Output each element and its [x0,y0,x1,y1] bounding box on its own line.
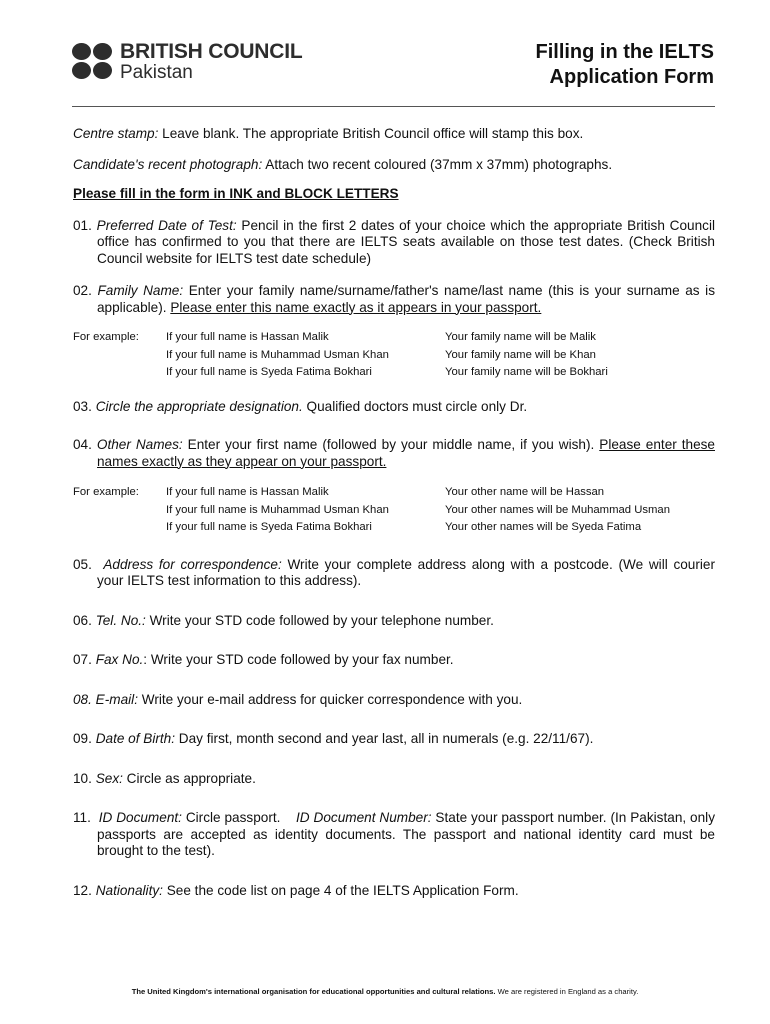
item-label: Date of Birth: [95,731,176,746]
item-label: Address for correspondence: [103,556,282,572]
logo-name: BRITISH COUNCIL [120,39,303,63]
example-result: Your other names will be Syeda Fatima [445,521,642,533]
example-name: If your full name is Hassan Malik [166,486,329,498]
item-label: 08. E-mail: [73,691,138,707]
item-label-2: ID Document Number: [296,810,432,825]
centre-stamp-text: Leave blank. The appropriate British Council office will stamp this box. [158,126,584,141]
item-text: Enter your family name/surname/father's name/last name (this is your surname as is applicable). [97,283,715,315]
item-text: Circle passport. [181,810,281,825]
item-number: 09. [73,731,92,746]
item-number: 07. [73,652,92,667]
centre-stamp-label: Centre stamp: [73,126,159,141]
item-05 [73,557,715,590]
item-label: Tel. No.: [95,612,146,628]
footer-regular-text: We are registered in England as a charity. [495,987,639,996]
example-result: Your family name will be Bokhari [445,366,608,378]
document-title-line-2: Application Form [549,66,714,88]
header-divider [72,106,715,107]
item-label: Circle the appropriate designation. [95,398,303,414]
item-label: Family Name: [97,283,184,298]
item-text: Write your STD code followed by your telephone number. [145,612,494,628]
other-names-examples [73,484,715,537]
item-number: 11. [73,810,91,825]
footer-bold-text: The United Kingdom's international organisation for educational opportunities and cultural relations. [131,987,496,996]
item-09 [73,731,715,748]
item-number: 02. [73,283,92,298]
british-council-logo [72,40,303,82]
example-row [73,484,715,502]
example-name: If your full name is Syeda Fatima Bokhari [166,521,372,533]
example-row [73,329,715,347]
item-text: Write your e-mail address for quicker correspondence with you. [137,691,523,707]
item-number: 06. [73,612,92,628]
item-number: 03. [73,398,92,414]
item-01 [73,218,715,268]
item-02 [73,283,715,316]
item-number: 12. [73,882,92,898]
item-number: 04. [73,437,92,452]
instructions-body [73,126,715,899]
logo-dots-icon [72,43,112,79]
item-label: Sex: [95,770,123,786]
item-text: Qualified doctors must circle only Dr. [302,398,528,414]
item-text: See the code list on page 4 of the IELTS Application Form. [162,882,519,898]
item-03 [73,399,715,416]
example-row [73,502,715,520]
example-lead [73,364,166,382]
example-name: If your full name is Muhammad Usman Khan [166,503,389,516]
item-07 [73,652,715,669]
item-text: Enter your first name (followed by your middle name, if you wish). [182,437,600,452]
page-footer [0,987,770,996]
example-row [73,519,715,537]
item-text-2: State your passport number. (In Pakistan, only passports are accepted as identity documents. The passport and national identity card must be brought to the test). [97,810,715,858]
item-underlined-text: Please enter this name exactly as it appears in your passport. [170,299,542,315]
centre-stamp-note [73,126,715,143]
example-lead: For example: [73,331,139,343]
logo-country: Pakistan [120,61,193,83]
item-08 [73,692,715,709]
photo-note [73,157,715,174]
item-04 [73,437,715,470]
photo-label: Candidate's recent photograph: [73,156,263,172]
item-11 [73,810,715,860]
item-label: Preferred Date of Test: [96,217,237,233]
item-label: Fax No. [95,652,144,667]
example-name: If your full name is Syeda Fatima Bokhari [166,366,372,378]
item-number: 05. [73,556,92,572]
item-label: Other Names: [96,437,183,452]
item-text: : Write your STD code followed by your fax number. [143,652,454,667]
ink-instruction: Please fill in the form in INK and BLOCK LETTERS [73,186,399,201]
example-row [73,347,715,365]
item-10 [73,771,715,788]
example-result: Your family name will be Malik [445,331,596,343]
example-result: Your family name will be Khan [445,348,596,361]
item-text: Pencil in the first 2 dates of your choice which the appropriate British Council office has confirmed to you that there are IELTS seats available on those test dates. (Check British Council website for IELTS test date schedule) [97,217,715,266]
document-title-line-1: Filling in the IELTS [535,41,714,63]
example-name: If your full name is Hassan Malik [166,331,329,343]
item-number: 01. [73,217,92,233]
example-name: If your full name is Muhammad Usman Khan [166,348,389,361]
item-number: 10. [73,770,92,786]
example-result: Your other names will be Muhammad Usman [445,503,670,516]
example-result: Your other name will be Hassan [445,486,605,498]
page-header [72,38,714,108]
item-label: Nationality: [95,882,163,898]
item-label: ID Document: [98,810,182,825]
family-name-examples [73,329,715,382]
item-text: Write your complete address along with a postcode. (We will courier your IELTS test information to this address). [97,556,715,588]
example-lead: For example: [73,486,139,498]
document-title [535,40,714,90]
photo-text: Attach two recent coloured (37mm x 37mm) photographs. [262,156,613,172]
example-lead [73,519,166,537]
item-12 [73,883,715,900]
example-lead [73,502,166,520]
example-lead [73,347,166,365]
item-06 [73,613,715,630]
item-text: Circle as appropriate. [122,770,256,786]
item-underlined-text: Please enter these names exactly as they appear on your passport. [97,437,715,469]
item-text: Day first, month second and year last, all in numerals (e.g. 22/11/67). [175,731,594,746]
example-row [73,364,715,382]
